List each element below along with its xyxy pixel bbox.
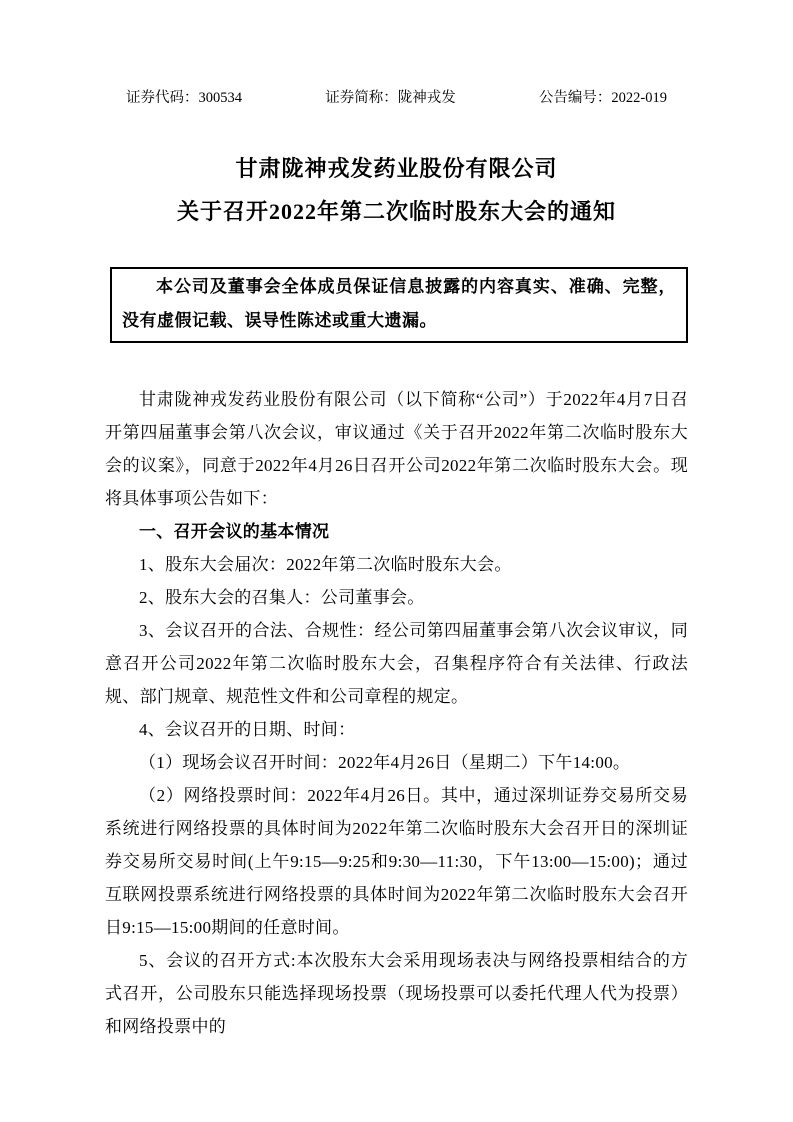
stock-code: 证券代码：300534 <box>126 90 242 106</box>
section-heading-basic-info: 一、召开会议的基本情况 <box>139 522 330 541</box>
announcement-number: 公告编号：2022-019 <box>538 90 667 106</box>
item-meeting-session: 1、股东大会届次：2022年第二次临时股东大会。 <box>139 555 512 574</box>
item-meeting-datetime: 4、会议召开的日期、时间： <box>139 720 356 739</box>
item-online-voting-time: （2）网络投票时间：2022年4月26日。其中，通过深圳证券交易所交易系统进行网络投票的具体时间为2022年第二次临时股东大会召开日的深圳证券交易所交易时间(上午9:15—9:25和9:30—11:30，下午13:00—15:00)；通过互联网投票系统进行网络投票的具体时间为2022年第二次临时股东大会召开日9:15—15:00期间的任意时间。 <box>105 786 688 937</box>
item-meeting-method: 5、会议的召开方式:本次股东大会采用现场表决与网络投票相结合的方式召开，公司股东只能选择现场投票（现场投票可以委托代理人代为投票）和网络投票中的 <box>105 951 688 1036</box>
item-meeting-convener: 2、股东大会的召集人：公司董事会。 <box>139 588 425 607</box>
company-name-title: 甘肃陇神戎发药业股份有限公司 <box>235 156 558 181</box>
disclaimer-text: 本公司及董事会全体成员保证信息披露的内容真实、准确、完整，没有虚假记载、误导性陈述或重大遗漏。 <box>122 277 676 330</box>
item-meeting-legality: 3、会议召开的合法、合规性：经公司第四届董事会第八次会议审议，同意召开公司2022年第二次临时股东大会，召集程序符合有关法律、行政法规、部门规章、规范性文件和公司章程的规定。 <box>105 621 688 706</box>
securities-info-header <box>105 88 688 108</box>
disclaimer-box <box>110 267 688 343</box>
intro-paragraph: 甘肃陇神戎发药业股份有限公司（以下简称“公司”）于2022年4月7日召开第四届董事会第八次会议，审议通过《关于召开2022年第二次临时股东大会的议案》，同意于2022年4月26日召开公司2022年第二次临时股东大会。现将具体事项公告如下： <box>105 390 688 508</box>
stock-abbreviation: 证券简称：陇神戎发 <box>325 90 456 106</box>
notice-title: 关于召开2022年第二次临时股东大会的通知 <box>176 199 616 224</box>
document-body <box>105 383 688 1043</box>
item-onsite-meeting-time: （1）现场会议召开时间：2022年4月26日（星期二）下午14:00。 <box>139 753 631 772</box>
